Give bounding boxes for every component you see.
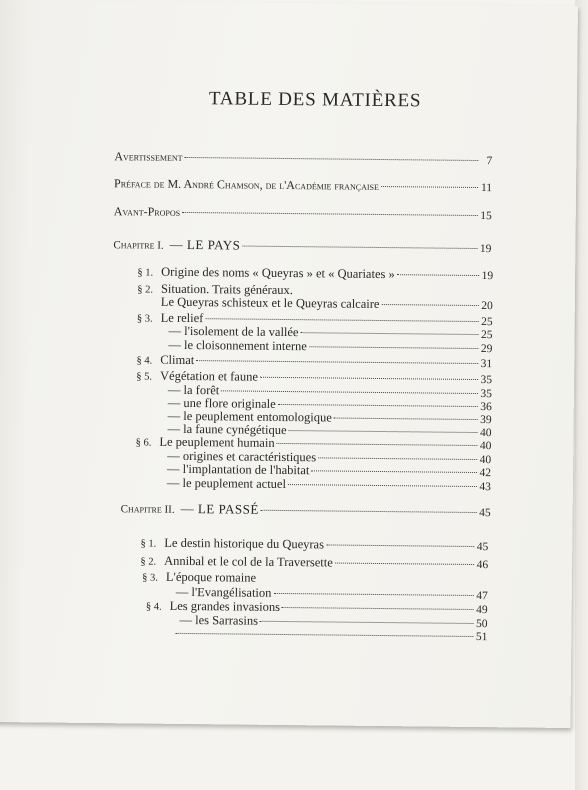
page-number: 35 [480,374,493,387]
leader-dots [381,186,478,188]
toc-section-entry [130,535,488,555]
leader-dots [185,157,479,161]
leader-dots [273,593,473,596]
section-label: — les Sarrasins [179,612,259,628]
page-number: 49 [476,604,488,617]
page-number: 40 [479,440,492,453]
leader-dots [335,563,474,565]
leader-dots [381,304,478,306]
section-label: Le peuplement humain [159,434,275,450]
page-number: 50 [475,618,488,631]
page-number: 47 [476,590,488,603]
page-number: 35 [480,388,492,401]
section-label: — la faune cynégétique [167,421,287,438]
section-label: — la forêt [167,382,220,398]
page-number: 42 [479,467,492,480]
section-label: — origines et caractéristiques [167,448,317,465]
toc-entry-avertissement [114,149,492,168]
page-number: 39 [480,414,492,427]
page-number: 45 [479,507,491,520]
leader-dots [221,390,478,394]
page-number: 25 [480,329,493,342]
page-number: 19 [481,270,494,283]
page-number: 11 [480,182,493,195]
section-number: § 1. [137,267,154,279]
page-gutter-shadow [0,0,30,722]
page-number: 31 [480,358,493,371]
leader-dots [242,246,477,249]
page-number: 7 [486,155,493,168]
section-label: Le Queyras schisteux et le Queyras calcaire [160,294,380,311]
toc-section-entry [139,626,487,644]
leader-dots [318,457,477,460]
toc-chapter-1 [113,237,491,256]
leader-dots [326,544,474,547]
section-number: § 4. [136,355,153,367]
chapter-title: — LE PAYS [169,236,241,253]
section-label: — l'isolement de la vallée [168,323,299,340]
section-label: Climat [160,352,195,368]
section-number: § 4. [145,601,162,613]
entry-label: Préface de M. André Chamson, de l'Académie française [114,176,379,193]
toc-entry-preface [114,176,492,195]
section-label: Origine des noms « Queyras » et « Quariates » [161,264,395,282]
page-number: 45 [476,541,489,554]
page-number: 20 [481,300,493,313]
page-number: 25 [481,316,493,329]
leader-dots [182,212,478,216]
section-label: — l'Evangélisation [175,584,272,600]
page-number: 40 [479,454,492,467]
page-number: 15 [480,210,492,223]
page-number: 43 [479,481,491,494]
leader-dots [175,633,473,637]
page-title: TABLE DES MATIÈRES [208,88,422,112]
page-number: 29 [480,343,493,356]
toc-section-entry [125,475,491,494]
section-number: § 2. [140,556,157,568]
section-label: Les grandes invasions [169,598,281,614]
section-number: § 5. [136,371,153,383]
leader-dots [261,510,477,513]
leader-dots [282,607,474,610]
entry-label: Avant-Propos [113,204,181,219]
leader-dots [334,418,478,421]
chapter-label: Chapitre II. [120,503,175,516]
chapter-label: Chapitre I. [113,239,164,252]
leader-dots [260,377,478,380]
section-number: § 6. [135,437,152,449]
section-label: — le cloisonnement interne [168,337,307,354]
toc-chapter-2 [121,501,491,520]
section-label: — une flore originale [167,395,276,411]
page-number: 46 [476,559,489,572]
section-label: Le relief [160,310,204,326]
section-label: Le destin historique du Queyras [164,535,325,552]
section-number: § 3. [142,572,159,584]
section-label: — le peuplement actuel [166,475,287,492]
section-number: § 3. [136,313,153,325]
leader-dots [301,332,479,335]
section-label: Annibal et le col de la Traversette [164,553,333,570]
section-number: § 1. [140,538,157,550]
leader-dots [309,346,478,349]
section-label: L'époque romaine [165,569,257,585]
leader-dots [260,621,474,624]
background-surface [575,0,588,790]
leader-dots [288,484,477,487]
section-label: Situation. Traits généraux. [160,281,294,298]
section-label: Végétation et faune [160,368,259,384]
leader-dots [205,318,478,322]
page-number: 19 [479,243,492,256]
leader-dots [289,430,478,433]
page-number: 36 [480,401,492,414]
leader-dots [278,404,478,407]
leader-dots [277,443,478,446]
leader-dots [397,274,479,276]
page-number: 51 [475,631,488,644]
page-number: 40 [479,427,492,440]
section-label: — l'implantation de l'habitat [167,461,310,478]
chapter-title: — LE PASSÉ [180,500,259,517]
leader-dots [311,470,477,473]
toc-entry-avant-propos [114,204,492,223]
entry-label: Avertissement [114,149,183,164]
section-label: — le peuplement entomologique [167,408,332,425]
leader-dots [196,360,478,364]
section-number: § 2. [137,284,154,296]
